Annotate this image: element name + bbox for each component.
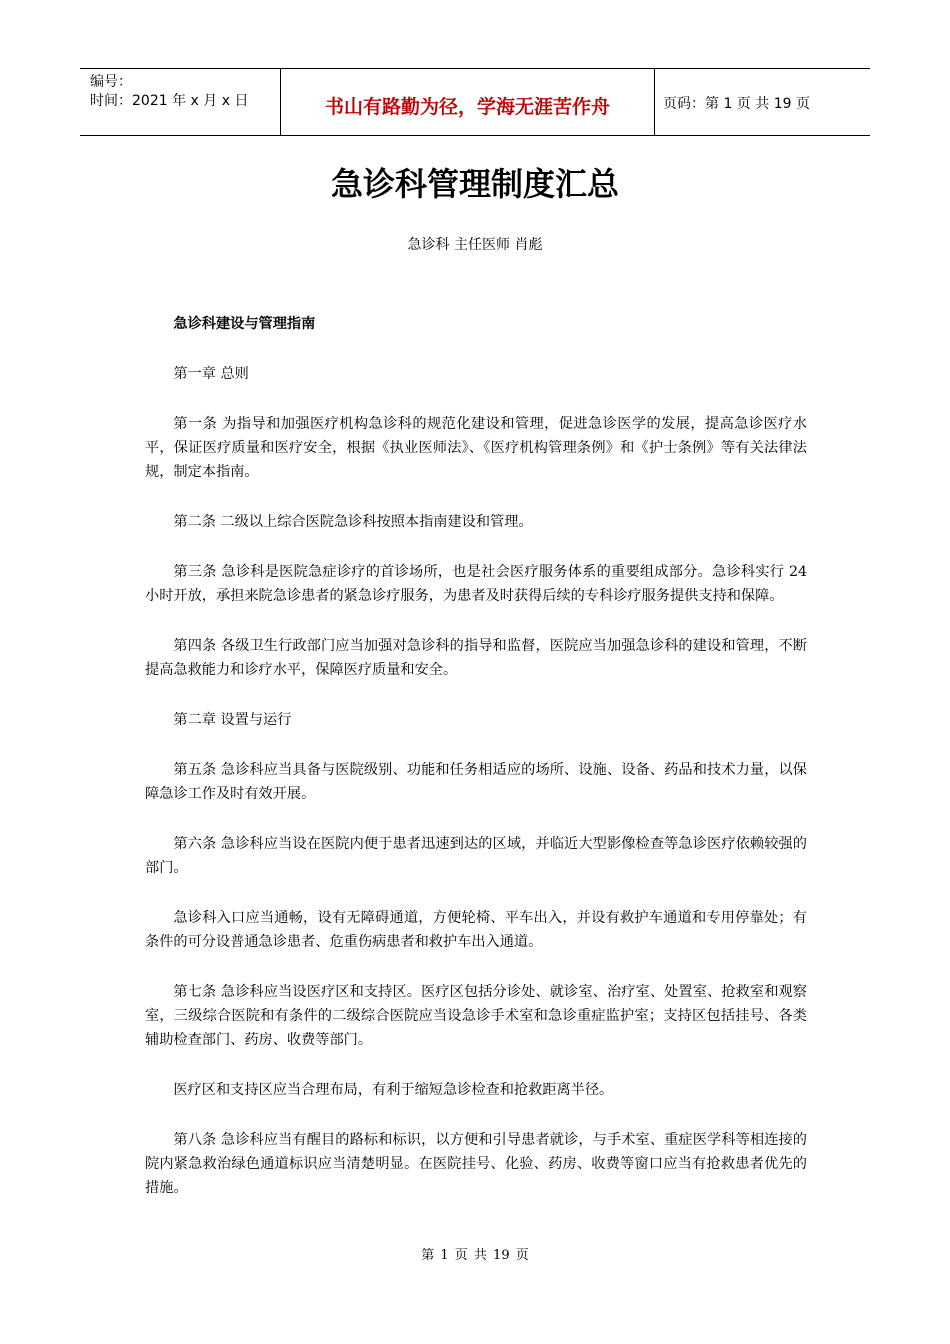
- chapter-heading: 第一章 总则: [173, 366, 249, 382]
- article-paragraph: 急诊科入口应当通畅，设有无障碍通道，方便轮椅、平车出入，并设有救护车通道和专用停靠处；有条件的可分设普通急诊患者、危重伤病患者和救护车出入通道。: [145, 910, 807, 950]
- section-heading: 急诊科建设与管理指南: [173, 316, 316, 332]
- header-meta-cell: [80, 69, 281, 135]
- serial-number-label: 编号：: [90, 74, 132, 90]
- article-paragraph: 第八条 急诊科应当有醒目的路标和标识，以方便和引导患者就诊，与手术室、重症医学科等相连接的院内紧急救治绿色通道标识应当清楚明显。在医院挂号、化验、药房、收费等窗口应当有抢救患者优先的措施。: [145, 1132, 807, 1196]
- article-paragraph: 第一条 为指导和加强医疗机构急诊科的规范化建设和管理，促进急诊医学的发展，提高急诊医疗水平，保证医疗质量和医疗安全，根据《执业医师法》、《医疗机构管理条例》和《护士条例》等有关法律法规，制定本指南。: [145, 416, 807, 480]
- document-body: [145, 312, 807, 1226]
- chapter-heading: 第二章 设置与运行: [173, 712, 292, 728]
- page-header: [80, 68, 870, 136]
- document-title: 急诊科管理制度汇总: [330, 165, 619, 203]
- article-paragraph: 医疗区和支持区应当合理布局，有利于缩短急诊检查和抢救距离半径。: [173, 1082, 614, 1098]
- article-paragraph: 第六条 急诊科应当设在医院内便于患者迅速到达的区域，并临近大型影像检查等急诊医疗依赖较强的部门。: [145, 836, 807, 876]
- article-paragraph: 第七条 急诊科应当设医疗区和支持区。医疗区包括分诊处、就诊室、治疗室、处置室、抢救室和观察室，三级综合医院和有条件的二级综合医院应当设急诊手术室和急诊重症监护室；支持区包括挂号、各类辅助检查部门、药房、收费等部门。: [145, 984, 807, 1048]
- article-paragraph: 第五条 急诊科应当具备与医院级别、功能和任务相适应的场所、设施、设备、药品和技术力量，以保障急诊工作及时有效开展。: [145, 762, 807, 802]
- page-footer-number: 第 1 页 共 19 页: [421, 1248, 529, 1263]
- date-label: 时间：2021 年 x 月 x 日: [90, 93, 249, 109]
- document-author: 急诊科 主任医师 肖彪: [407, 237, 543, 253]
- header-page-info: 页码：第 1 页 共 19 页: [663, 96, 810, 112]
- header-motto: 书山有路勤为径，学海无涯苦作舟: [281, 69, 655, 135]
- article-paragraph: 第三条 急诊科是医院急症诊疗的首诊场所，也是社会医疗服务体系的重要组成部分。急诊科实行 24 小时开放，承担来院急诊患者的紧急诊疗服务，为患者及时获得后续的专科诊疗服务提供支持和保障。: [145, 564, 807, 604]
- article-paragraph: 第四条 各级卫生行政部门应当加强对急诊科的指导和监督，医院应当加强急诊科的建设和管理，不断提高急救能力和诊疗水平，保障医疗质量和安全。: [145, 638, 807, 678]
- article-paragraph: 第二条 二级以上综合医院急诊科按照本指南建设和管理。: [173, 514, 533, 530]
